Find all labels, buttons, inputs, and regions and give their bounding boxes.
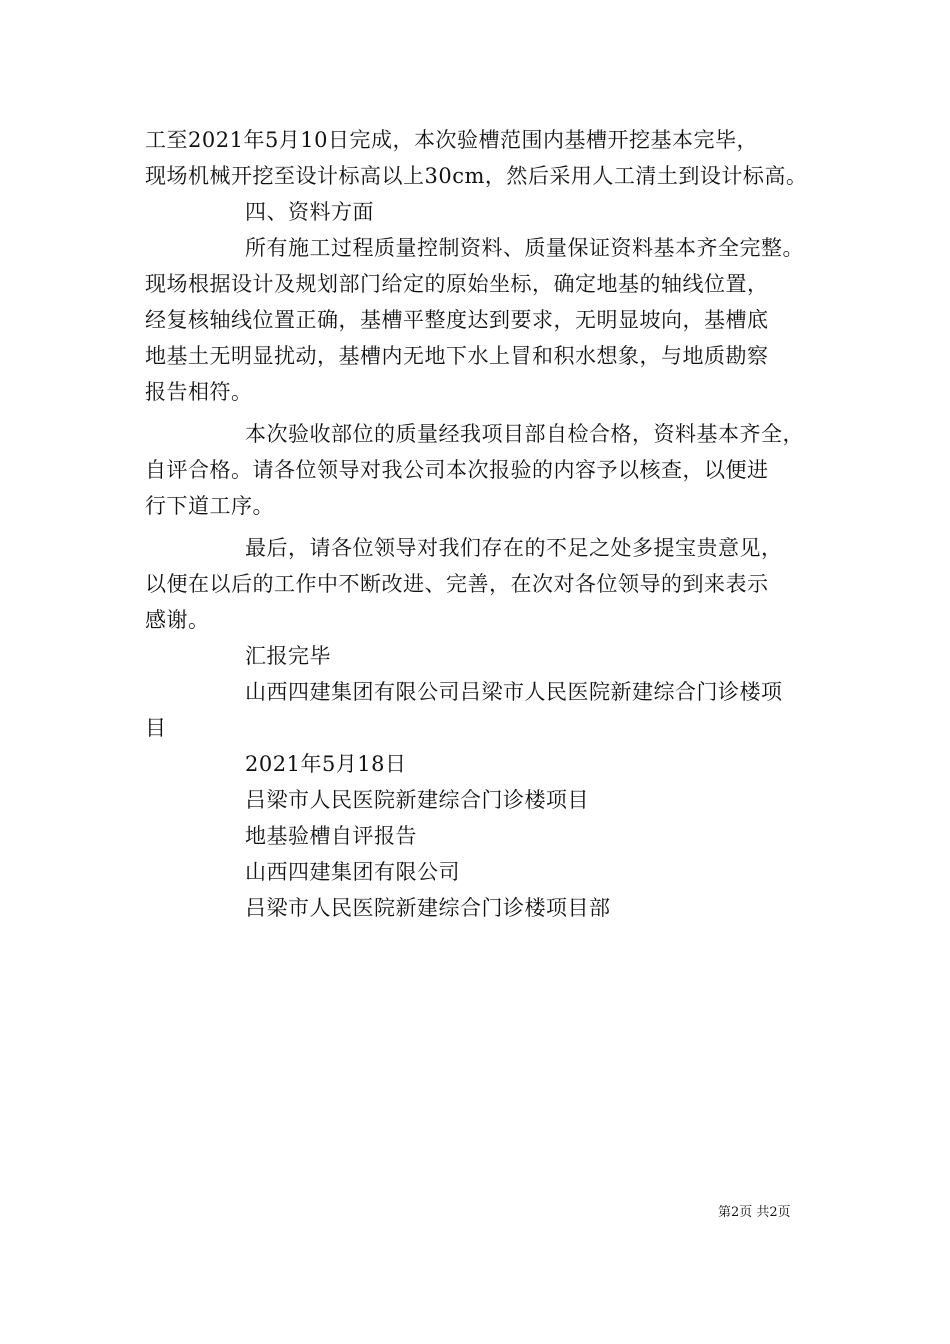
body-line: 报告相符。 xyxy=(145,380,253,404)
body-line: 经复核轴线位置正确，基槽平整度达到要求，无明显坡向，基槽底 xyxy=(145,308,769,332)
section-heading: 四、资料方面 xyxy=(245,200,374,224)
body-line: 以便在以后的工作中不断改进、完善，在次对各位领导的到来表示 xyxy=(145,572,769,596)
body-line: 最后，请各位领导对我们存在的不足之处多提宝贵意见， xyxy=(245,536,783,560)
signature-company: 山西四建集团有限公司吕梁市人民医院新建综合门诊楼项 xyxy=(245,680,783,704)
project-department: 吕梁市人民医院新建综合门诊楼项目部 xyxy=(245,896,611,920)
company-name: 山西四建集团有限公司 xyxy=(245,860,460,884)
body-line: 现场根据设计及规划部门给定的原始坐标，确定地基的轴线位置， xyxy=(145,272,769,296)
closing-line: 汇报完毕 xyxy=(245,644,331,668)
signature-date: 2021年5月18日 xyxy=(245,752,407,776)
signature-company-cont: 目 xyxy=(145,716,167,740)
page-number: 第2页 共2页 xyxy=(718,1205,791,1220)
body-line: 自评合格。请各位领导对我公司本次报验的内容予以核查，以便进 xyxy=(145,458,769,482)
body-line: 行下道工序。 xyxy=(145,494,274,518)
body-line: 现场机械开挖至设计标高以上30cm，然后采用人工清土到设计标高。 xyxy=(145,164,808,188)
body-line: 地基土无明显扰动，基槽内无地下水上冒和积水想象，与地质勘察 xyxy=(145,344,769,368)
project-name: 吕梁市人民医院新建综合门诊楼项目 xyxy=(245,788,589,812)
body-line: 所有施工过程质量控制资料、质量保证资料基本齐全完整。 xyxy=(245,236,804,260)
body-line: 工至2021年5月10日完成，本次验槽范围内基槽开挖基本完毕， xyxy=(145,128,759,152)
report-title: 地基验槽自评报告 xyxy=(245,824,417,848)
body-line: 感谢。 xyxy=(145,608,210,632)
body-line: 本次验收部位的质量经我项目部自检合格，资料基本齐全， xyxy=(245,422,804,446)
